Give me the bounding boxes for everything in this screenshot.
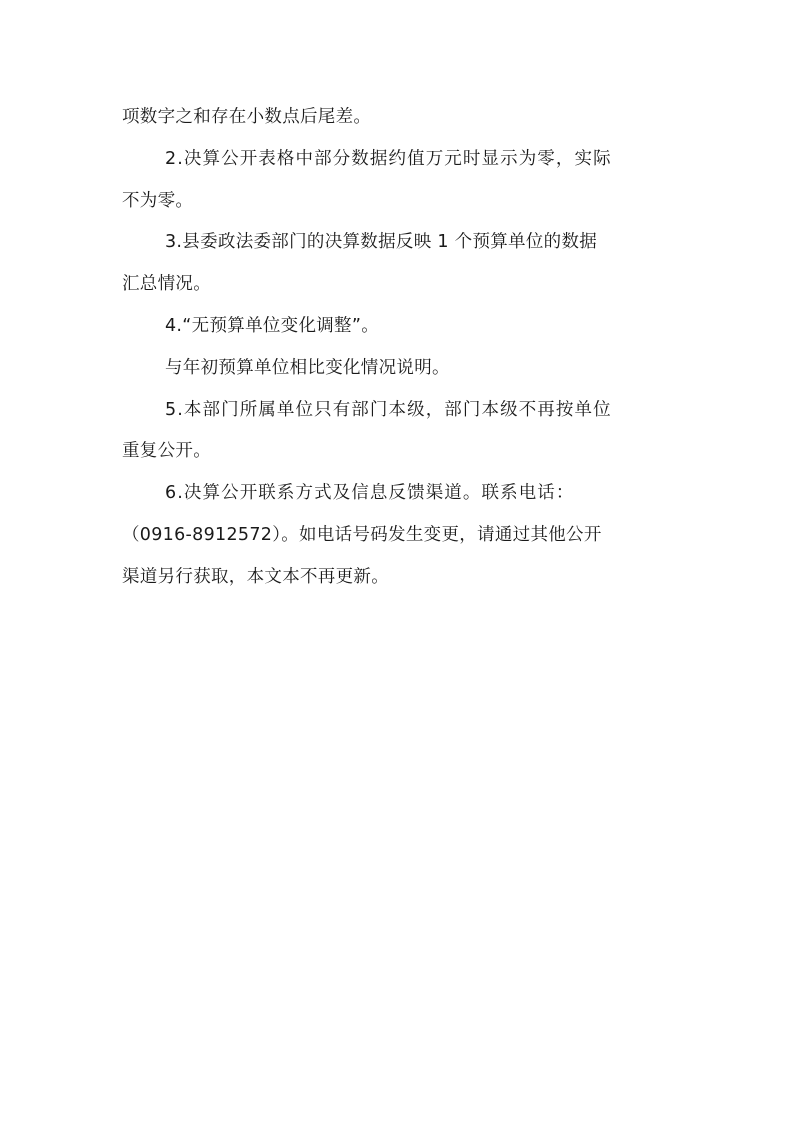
text-line: 2.决算公开表格中部分数据约值万元时显示为零，实际 (165, 148, 612, 169)
text-line: 不为零。 (122, 190, 194, 211)
text-line: 3.县委政法委部门的决算数据反映 1 个预算单位的数据 (165, 232, 598, 253)
text-line: 4.“无预算单位变化调整”。 (165, 315, 380, 336)
text-line: 重复公开。 (122, 441, 211, 462)
text-line: 与年初预算单位相比变化情况说明。 (165, 357, 450, 378)
text-line: 6.决算公开联系方式及信息反馈渠道。联系电话： (165, 483, 575, 504)
text-line: 项数字之和存在小数点后尾差。 (122, 107, 372, 127)
text-line: 渠道另行获取，本文本不再更新。 (122, 566, 389, 587)
paragraph-note-2 (122, 139, 674, 223)
paragraph-trailing-note (122, 97, 674, 139)
paragraph-note-4-detail (122, 348, 674, 390)
document-body (122, 97, 674, 599)
text-line: 汇总情况。 (122, 274, 211, 295)
text-line: （0916-8912572）。如电话号码发生变更，请通过其他公开 (122, 524, 602, 545)
paragraph-note-4 (122, 306, 674, 348)
paragraph-note-6-contact (122, 473, 674, 598)
paragraph-note-5 (122, 390, 674, 474)
text-line: 5.本部门所属单位只有部门本级，部门本级不再按单位 (165, 399, 612, 420)
paragraph-note-3 (122, 222, 674, 306)
